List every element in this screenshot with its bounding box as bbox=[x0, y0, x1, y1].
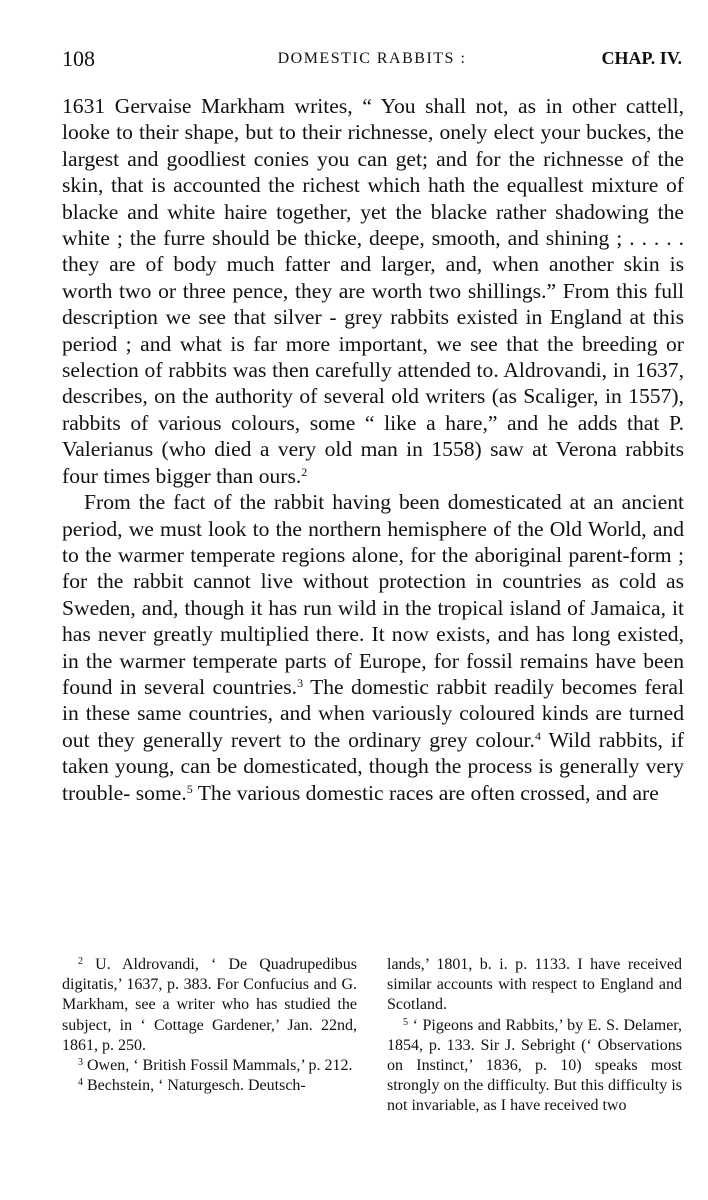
footnote-4-text: Bechstein, ‘ Naturgesch. Deutsch- bbox=[83, 1077, 306, 1095]
footnote-4 bbox=[62, 1076, 357, 1096]
paragraph-1-text: 1631 Gervaise Markham writes, “ You shall not, as in other cattell, looke to their shape, but to their richnesse, onely elect your buckes, the largest and goodliest conies you can get; and for the richnesse of the skin, that is accounted the richest which hath the equallest mixture of blacke and white haire together, yet the blacke rather shadowing the white ; the furre should be thicke, deepe, smooth, and shining ; . . . . . they are of body much fatter and larger, and, when another skin is worth two or three pence, they are worth two shillings.” From this full description we see that silver - grey rabbits existed in England at this period ; and what is far more important, we see that the breeding or selection of rabbits was then carefully attended to. Aldrovandi, in 1637, describes, on the authority of several old writers (as Scaliger, in 1557), rabbits of various colours, some “ like a hare,” and he adds that P. Valerianus (who died a very old man in 1558) saw at Verona rabbits four times bigger than ours. bbox=[62, 94, 684, 488]
footnote-ref-5: 5 bbox=[186, 781, 193, 796]
footnote-mark-3: 3 bbox=[78, 1057, 83, 1069]
paragraph-2-text-part-4: The various domestic races are often crossed, and are bbox=[192, 780, 659, 805]
paragraph-2 bbox=[62, 489, 684, 806]
footnote-2-text: U. Aldrovandi, ‘ De Quadrupedibus digitatis,’ 1637, p. 383. For Confucius and G. Markham, see a writer who has studied the subject, in ‘ Cottage Gardener,’ Jan. 22nd, 1861, p. 250. bbox=[62, 956, 357, 1054]
footnote-2 bbox=[62, 955, 357, 1056]
footnote-mark-5: 5 bbox=[403, 1016, 408, 1028]
footnote-3 bbox=[62, 1056, 357, 1076]
paragraph-2-text-part-2: The domestic rabbit readily becomes feral in these same countries, and when variously coloured kinds are turned out they generally revert to the ordinary grey colour. bbox=[62, 674, 684, 752]
page-header bbox=[62, 46, 682, 76]
footnotes-left-column bbox=[62, 955, 357, 1117]
paragraph-2-text-part-1: From the fact of the rabbit having been domesticated at an ancient period, we must look to the northern hemisphere of the Old World, and to the warmer temperate regions alone, for the aboriginal parent-form ; for the rabbit cannot live without protection in countries as cold as Sweden, and, though it has run wild in the tropical island of Jamaica, it has never greatly multiplied there. It now exists, and has long existed, in the warmer temperate parts of Europe, for fossil remains have been found in several countries. bbox=[62, 490, 684, 699]
footnote-mark-4: 4 bbox=[78, 1077, 83, 1089]
footnote-ref-4: 4 bbox=[534, 728, 541, 743]
footnote-ref-2: 2 bbox=[301, 464, 308, 479]
footnote-mark-2: 2 bbox=[78, 956, 83, 967]
footnote-4-continued bbox=[387, 955, 682, 1016]
footnote-5 bbox=[387, 1016, 682, 1117]
footnote-ref-3: 3 bbox=[297, 675, 304, 690]
chapter-label: CHAP. IV. bbox=[601, 48, 682, 68]
main-text bbox=[62, 93, 684, 806]
paragraph-1 bbox=[62, 93, 684, 489]
running-title: DOMESTIC RABBITS : bbox=[277, 50, 467, 67]
footnote-4-continued-text: lands,’ 1801, b. i. p. 1133. I have received similar accounts with respect to England and Scotland. bbox=[387, 956, 682, 1014]
page-number: 108 bbox=[62, 46, 95, 71]
footnote-5-text: ‘ Pigeons and Rabbits,’ by E. S. Delamer, 1854, p. 133. Sir J. Sebright (‘ Observations on Instinct,’ 1836, p. 10) speaks most strongly on the difficulty. But this difficulty is not invariable, as I have received two bbox=[387, 1016, 682, 1115]
footnote-3-text: Owen, ‘ British Fossil Mammals,’ p. 212. bbox=[83, 1057, 353, 1075]
paragraph-2-text-part-3: Wild rabbits, if taken young, can be domesticated, though the process is generally very trouble- some. bbox=[62, 727, 684, 805]
footnotes bbox=[62, 955, 682, 1117]
footnotes-right-column bbox=[387, 955, 682, 1117]
